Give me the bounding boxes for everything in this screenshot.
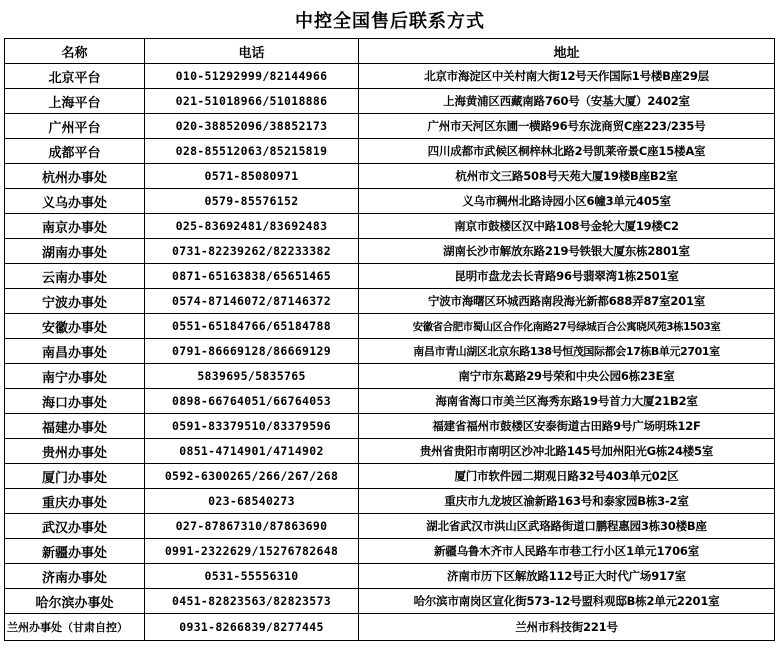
table-row (5, 364, 775, 389)
table-row (5, 489, 775, 514)
office-name: 成都平台 (5, 139, 145, 164)
office-name: 南昌办事处 (5, 339, 145, 364)
office-address: 哈尔滨市南岗区宣化街573-12号盟科观邸B栋2单元2201室 (359, 589, 775, 614)
office-address: 湖北省武汉市洪山区武珞路街道口鹏程惠园3栋30楼B座 (359, 514, 775, 539)
office-phone: 0574-87146072/87146372 (145, 289, 359, 314)
office-name: 宁波办事处 (5, 289, 145, 314)
table-row (5, 64, 775, 89)
table-row (5, 439, 775, 464)
table-row (5, 339, 775, 364)
office-address: 上海黄浦区西藏南路760号（安基大厦）2402室 (359, 89, 775, 114)
table-row (5, 539, 775, 564)
office-phone: 0571-85080971 (145, 164, 359, 189)
office-phone: 0851-4714901/4714902 (145, 439, 359, 464)
table-row (5, 89, 775, 114)
table-row (5, 514, 775, 539)
header-address: 地址 (359, 39, 775, 64)
office-phone: 0591-83379510/83379596 (145, 414, 359, 439)
office-address: 新疆乌鲁木齐市人民路车市巷工行小区1单元1706室 (359, 539, 775, 564)
office-name: 云南办事处 (5, 264, 145, 289)
header-phone: 电话 (145, 39, 359, 64)
office-address: 广州市天河区东圃一横路96号东泷商贸C座223/235号 (359, 114, 775, 139)
office-address: 福建省福州市鼓楼区安泰街道古田路9号广场明珠12F (359, 414, 775, 439)
office-name: 厦门办事处 (5, 464, 145, 489)
office-phone: 021-51018966/51018886 (145, 89, 359, 114)
table-row (5, 614, 775, 641)
office-name: 福建办事处 (5, 414, 145, 439)
sheet-title: 中控全国售后联系方式 (295, 11, 485, 32)
office-phone: 0592-6300265/266/267/268 (145, 464, 359, 489)
office-address: 宁波市海曙区环城西路南段海光新都688弄87室201室 (359, 289, 775, 314)
office-name: 海口办事处 (5, 389, 145, 414)
office-address: 济南市历下区解放路112号正大时代广场917室 (359, 564, 775, 589)
office-phone: 0791-86669128/86669129 (145, 339, 359, 364)
office-address: 厦门市软件园二期观日路32号403单元02区 (359, 464, 775, 489)
office-address: 南宁市东葛路29号荣和中央公园6栋23E室 (359, 364, 775, 389)
office-phone: 0551-65184766/65184788 (145, 314, 359, 339)
office-phone: 0531-55556310 (145, 564, 359, 589)
header-name: 名称 (5, 39, 145, 64)
office-address: 贵州省贵阳市南明区沙冲北路145号加州阳光G栋24楼5室 (359, 439, 775, 464)
office-phone: 0871-65163838/65651465 (145, 264, 359, 289)
table-row (5, 314, 775, 339)
office-name: 义乌办事处 (5, 189, 145, 214)
office-name: 南京办事处 (5, 214, 145, 239)
office-phone: 0451-82823563/82823573 (145, 589, 359, 614)
office-name: 贵州办事处 (5, 439, 145, 464)
office-phone: 0991-2322629/15276782648 (145, 539, 359, 564)
office-address: 重庆市九龙坡区渝新路163号和泰家园B栋3-2室 (359, 489, 775, 514)
office-address: 海南省海口市美兰区海秀东路19号首力大厦21B2室 (359, 389, 775, 414)
table-row (5, 464, 775, 489)
office-name: 杭州办事处 (5, 164, 145, 189)
table-row (5, 164, 775, 189)
table-row (5, 414, 775, 439)
office-address: 兰州市科技街221号 (359, 614, 775, 641)
office-name: 兰州办事处（甘肃自控） (5, 614, 145, 641)
office-address: 四川成都市武候区桐梓林北路2号凯莱帝景C座15楼A室 (359, 139, 775, 164)
contact-table (4, 38, 775, 641)
office-name: 新疆办事处 (5, 539, 145, 564)
office-address: 义乌市稠州北路诗园小区6幢3单元405室 (359, 189, 775, 214)
table-row (5, 114, 775, 139)
office-phone: 025-83692481/83692483 (145, 214, 359, 239)
office-name: 武汉办事处 (5, 514, 145, 539)
office-address: 南昌市青山湖区北京东路138号恒茂国际都会17栋B单元2701室 (359, 339, 775, 364)
office-phone: 010-51292999/82144966 (145, 64, 359, 89)
office-phone: 027-87867310/87863690 (145, 514, 359, 539)
office-address: 北京市海淀区中关村南大街12号天作国际1号楼B座29层 (359, 64, 775, 89)
table-row (5, 139, 775, 164)
office-phone: 023-68540273 (145, 489, 359, 514)
table-row (5, 214, 775, 239)
table-row (5, 189, 775, 214)
table-row (5, 389, 775, 414)
office-phone: 0931-8266839/8277445 (145, 614, 359, 641)
table-row (5, 264, 775, 289)
table-body (5, 64, 775, 641)
office-name: 南宁办事处 (5, 364, 145, 389)
office-address: 南京市鼓楼区汉中路108号金轮大厦19楼C2 (359, 214, 775, 239)
office-phone: 0579-85576152 (145, 189, 359, 214)
office-name: 湖南办事处 (5, 239, 145, 264)
office-name: 上海平台 (5, 89, 145, 114)
header-row (5, 39, 775, 64)
office-phone: 028-85512063/85215819 (145, 139, 359, 164)
office-phone: 0731-82239262/82233382 (145, 239, 359, 264)
office-address: 安徽省合肥市蜀山区合作化南路27号绿城百合公寓晓风苑3栋1503室 (359, 314, 775, 339)
office-phone: 0898-66764051/66764053 (145, 389, 359, 414)
table-row (5, 289, 775, 314)
office-name: 北京平台 (5, 64, 145, 89)
office-name: 济南办事处 (5, 564, 145, 589)
office-phone: 020-38852096/38852173 (145, 114, 359, 139)
office-address: 昆明市盘龙去长青路96号翡翠湾1栋2501室 (359, 264, 775, 289)
table-row (5, 589, 775, 614)
table-row (5, 239, 775, 264)
office-address: 杭州市文三路508号天苑大厦19楼B座B2室 (359, 164, 775, 189)
office-phone: 5839695/5835765 (145, 364, 359, 389)
office-name: 广州平台 (5, 114, 145, 139)
office-name: 哈尔滨办事处 (5, 589, 145, 614)
office-address: 湖南长沙市解放东路219号铁银大厦东栋2801室 (359, 239, 775, 264)
office-name: 重庆办事处 (5, 489, 145, 514)
office-name: 安徽办事处 (5, 314, 145, 339)
table-row (5, 564, 775, 589)
